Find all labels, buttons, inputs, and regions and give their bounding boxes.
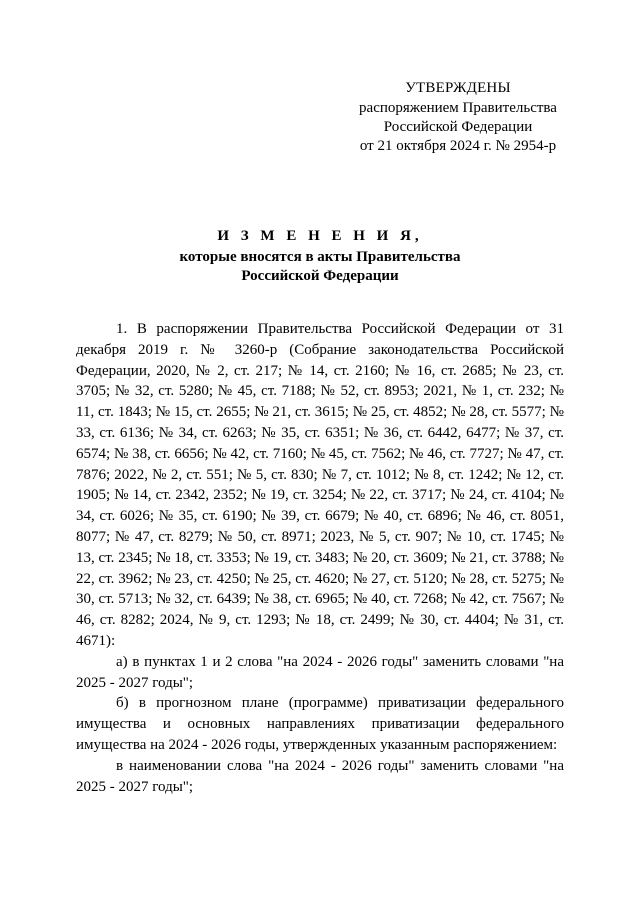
document-subtitle-line-1: которые вносятся в акты Правительства: [179, 249, 461, 265]
approval-stamp: [352, 79, 564, 156]
approval-line-2: Российской Федерации: [383, 119, 533, 135]
approval-word: УТВЕРЖДЕНЫ: [405, 80, 511, 96]
paragraph-item-b: б) в прогнозном плане (программе) приватизации федерального имущества и основных направлениях приватизации федерального имущества на 2024 - 2026 годы, утвержденных указанным распоряжением:: [76, 695, 564, 753]
paragraph-item-b-sub: в наименовании слова "на 2024 - 2026 годы" заменить словами "на 2025 - 2027 годы";: [76, 757, 564, 795]
paragraph-1: 1. В распоряжении Правительства Российской Федерации от 31 декабря 2019 г. № 3260-р (Собрание законодательства Российской Федерации, 2020, № 2, ст. 217; № 14, ст. 2160; № 16, ст. 2685; № 23, ст. 3705; № 32, ст. 5280; № 45, ст. 7188; № 52, ст. 8953; 2021, № 1, ст. 232; № 11, ст. 1843; № 15, ст. 2655; № 21, ст. 3615; № 25, ст. 4852; № 28, ст. 5577; № 33, ст. 6136; № 34, ст. 6263; № 35, ст. 6351; № 36, ст. 6442, 6477; № 37, ст. 6574; № 38, ст. 6656; № 42, ст. 7160; № 45, ст. 7562; № 46, ст. 7727; № 47, ст. 7876; 2022, № 2, ст. 551; № 5, ст. 830; № 7, ст. 1012; № 8, ст. 1242; № 12, ст. 1905; № 14, ст. 2342, 2352; № 19, ст. 3254; № 22, ст. 3717; № 24, ст. 4104; № 34, ст. 6026; № 35, ст. 6190; № 39, ст. 6679; № 40, ст. 6896; № 46, ст. 8051, 8077; № 47, ст. 8279; № 50, ст. 8971; 2023, № 5, ст. 907; № 10, ст. 1745; № 13, ст. 2345; № 18, ст. 3353; № 19, ст. 3483; № 20, ст. 3609; № 21, ст. 3788; № 22, ст. 3962; № 23, ст. 4250; № 25, ст. 4620; № 27, ст. 5120; № 28, ст. 5275; № 30, ст. 5713; № 32, ст. 6439; № 38, ст. 6965; № 40, ст. 7268; № 42, ст. 7567; № 46, ст. 8282; 2024, № 9, ст. 1293; № 18, ст. 2499; № 30, ст. 4404; № 31, ст. 4671):: [76, 321, 564, 649]
paragraph-item-a: а) в пунктах 1 и 2 слова "на 2024 - 2026 годы" заменить словами "на 2025 - 2027 годы";: [76, 653, 564, 691]
document-subtitle-line-2: Российской Федерации: [241, 268, 399, 284]
document-heading: [70, 227, 570, 286]
approval-line-3: от 21 октября 2024 г. № 2954-р: [359, 138, 557, 154]
approval-line-1: распоряжением Правительства: [359, 100, 557, 116]
document-body: [76, 319, 564, 797]
document-title: И З М Е Н Е Н И Я,: [217, 228, 423, 244]
